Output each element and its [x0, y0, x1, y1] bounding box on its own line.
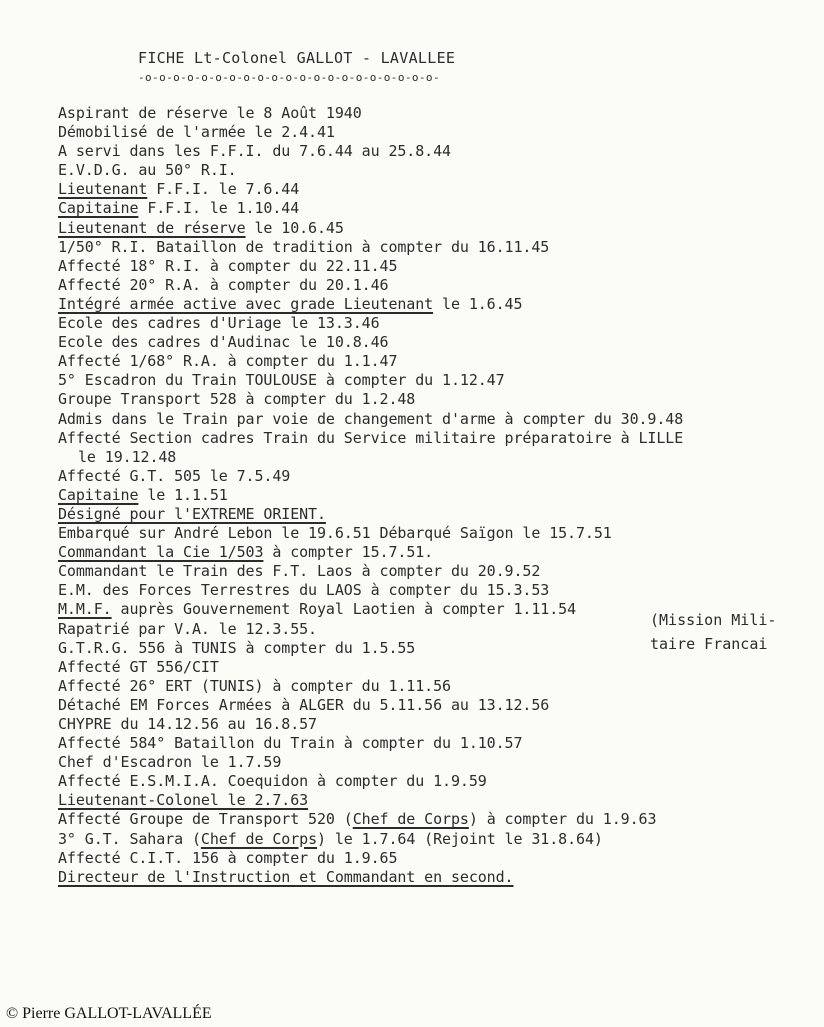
entry-text: Affecté 20° R.A. à compter du 20.1.46: [58, 275, 389, 294]
record-entry: [58, 562, 824, 581]
record-entry: [58, 505, 824, 524]
record-entry: [58, 810, 824, 829]
decorative-rule: -o-o-o-o-o-o-o-o-o-o-o-o-o-o-o-o-o-o-o-o-o-: [138, 71, 440, 84]
entry-text: F.F.I. le 1.10.44: [138, 199, 300, 218]
record-entry: [58, 830, 824, 849]
entry-text: Ecole des cadres d'Audinac le 10.8.46: [58, 333, 389, 352]
record-entry: [58, 390, 824, 409]
record-entry: [58, 467, 824, 486]
record-entry: [58, 429, 824, 448]
entry-text: Chef d'Escadron le 1.7.59: [58, 753, 282, 772]
underlined-text: Commandant la Cie 1/503: [58, 543, 264, 562]
entry-text: le 19.12.48: [78, 447, 177, 466]
entry-text: Affecté GT 556/CIT: [58, 657, 219, 676]
underlined-text: M.M.F.: [58, 600, 112, 619]
record-entry: [58, 658, 824, 677]
record-entry: [58, 219, 824, 238]
entry-text: Affecté E.S.M.I.A. Coequidon à compter du 1.9.59: [58, 772, 487, 791]
underlined-text: Chef de Corps: [200, 829, 318, 848]
record-entry: [58, 333, 824, 352]
entry-text: 1/50° R.I. Bataillon de tradition à compter du 16.11.45: [58, 237, 550, 256]
record-entry: [58, 276, 824, 295]
entry-text: ) le 1.7.64 (Rejoint le 31.8.64): [317, 829, 603, 848]
entry-text: auprès Gouvernement Royal Laotien à compter 1.11.54: [111, 600, 576, 619]
record-entry: [58, 734, 824, 753]
entry-text: Affecté 1/68° R.A. à compter du 1.1.47: [58, 352, 398, 371]
entry-text: Détaché EM Forces Armées à ALGER du 5.11.56 au 13.12.56: [58, 695, 550, 714]
service-record-list: [58, 104, 824, 887]
record-entry: [58, 868, 824, 887]
record-entry: [58, 295, 824, 314]
entry-text: Admis dans le Train par voie de changement d'arme à compter du 30.9.48: [58, 409, 684, 428]
record-entry: [58, 486, 824, 505]
record-entry: [58, 123, 824, 142]
entry-text: Affecté Section cadres Train du Service militaire préparatoire à LILLE: [58, 428, 684, 447]
record-entry: [58, 791, 824, 810]
entry-text: A servi dans les F.F.I. du 7.6.44 au 25.8.44: [58, 142, 451, 161]
underlined-text: Lieutenant: [58, 180, 148, 199]
entry-text: E.V.D.G. au 50° R.I.: [58, 161, 237, 180]
entry-text: à compter 15.7.51.: [263, 543, 434, 562]
entry-text: Affecté 584° Bataillon du Train à compter du 1.10.57: [58, 734, 523, 753]
entry-text: 3° G.T. Sahara (: [58, 829, 201, 848]
underlined-text: Capitaine: [58, 485, 139, 504]
entry-text: le 1.6.45: [433, 294, 523, 313]
record-entry: [58, 677, 824, 696]
record-entry: [58, 849, 824, 868]
entry-text: CHYPRE du 14.12.56 au 16.8.57: [58, 715, 317, 733]
entry-text: Démobilisé de l'armée le 2.4.41: [58, 123, 335, 142]
margin-note: [650, 608, 776, 656]
entry-text: le 10.6.45: [245, 218, 344, 237]
record-entry: [58, 352, 824, 371]
record-entry: [58, 581, 824, 600]
entry-text: Embarqué sur André Lebon le 19.6.51 Débarqué Saïgon le 15.7.51: [58, 524, 612, 543]
entry-text: Affecté 26° ERT (TUNIS) à compter du 1.11.56: [58, 676, 451, 695]
record-entry: [58, 238, 824, 257]
underlined-text: Capitaine: [58, 199, 139, 218]
record-entry: [58, 257, 824, 276]
entry-text: Affecté 18° R.I. à compter du 22.11.45: [58, 256, 398, 275]
underlined-text: Intégré armée active avec grade Lieutenant: [58, 294, 434, 313]
entry-text: F.F.I. le 7.6.44: [147, 180, 300, 199]
record-entry: [58, 371, 824, 390]
record-entry: [58, 199, 824, 218]
entry-text: Affecté C.I.T. 156 à compter du 1.9.65: [58, 848, 398, 867]
record-entry: [58, 715, 824, 734]
record-entry: [58, 524, 824, 543]
record-entry: [58, 410, 824, 429]
entry-text: le 1.1.51: [138, 485, 228, 504]
underlined-text: Chef de Corps: [352, 810, 469, 829]
margin-note-line: (Mission Mili-: [650, 611, 777, 629]
record-entry: [58, 104, 824, 123]
entry-text: Commandant le Train des F.T. Laos à compter du 20.9.52: [58, 562, 541, 581]
entry-text: Rapatrié par V.A. le 12.3.55.: [58, 619, 317, 638]
margin-note-line: taire Francai: [650, 635, 768, 653]
entry-text: Groupe Transport 528 à compter du 1.2.48: [58, 390, 416, 409]
record-entry: [58, 161, 824, 180]
entry-text: 5° Escadron du Train TOULOUSE à compter du 1.12.47: [58, 371, 505, 390]
underlined-text: Désigné pour l'EXTREME ORIENT.: [58, 504, 326, 523]
record-entry: [58, 753, 824, 772]
entry-text: E.M. des Forces Terrestres du LAOS à compter du 15.3.53: [58, 581, 550, 600]
record-entry: [58, 772, 824, 791]
record-entry: [58, 180, 824, 199]
entry-text: Affecté G.T. 505 le 7.5.49: [58, 466, 291, 485]
copyright-notice: © Pierre GALLOT-LAVALLÉE: [6, 1005, 212, 1022]
document-title: FICHE Lt-Colonel GALLOT - LAVALLEE: [138, 49, 456, 67]
record-entry: [58, 314, 824, 333]
record-entry: [58, 543, 824, 562]
entry-text: Ecole des cadres d'Uriage le 13.3.46: [58, 314, 380, 333]
record-entry: [58, 142, 824, 161]
underlined-text: Lieutenant-Colonel le 2.7.63: [58, 791, 309, 810]
entry-text: Aspirant de réserve le 8 Août 1940: [58, 104, 362, 122]
record-entry: [58, 448, 824, 467]
entry-text: ) à compter du 1.9.63: [468, 810, 657, 829]
entry-text: Affecté Groupe de Transport 520 (: [58, 810, 353, 829]
underlined-text: Lieutenant de réserve: [58, 218, 246, 237]
record-entry: [58, 696, 824, 715]
underlined-text: Directeur de l'Instruction et Commandant en second.: [58, 867, 514, 886]
entry-text: G.T.R.G. 556 à TUNIS à compter du 1.5.55: [58, 638, 416, 657]
